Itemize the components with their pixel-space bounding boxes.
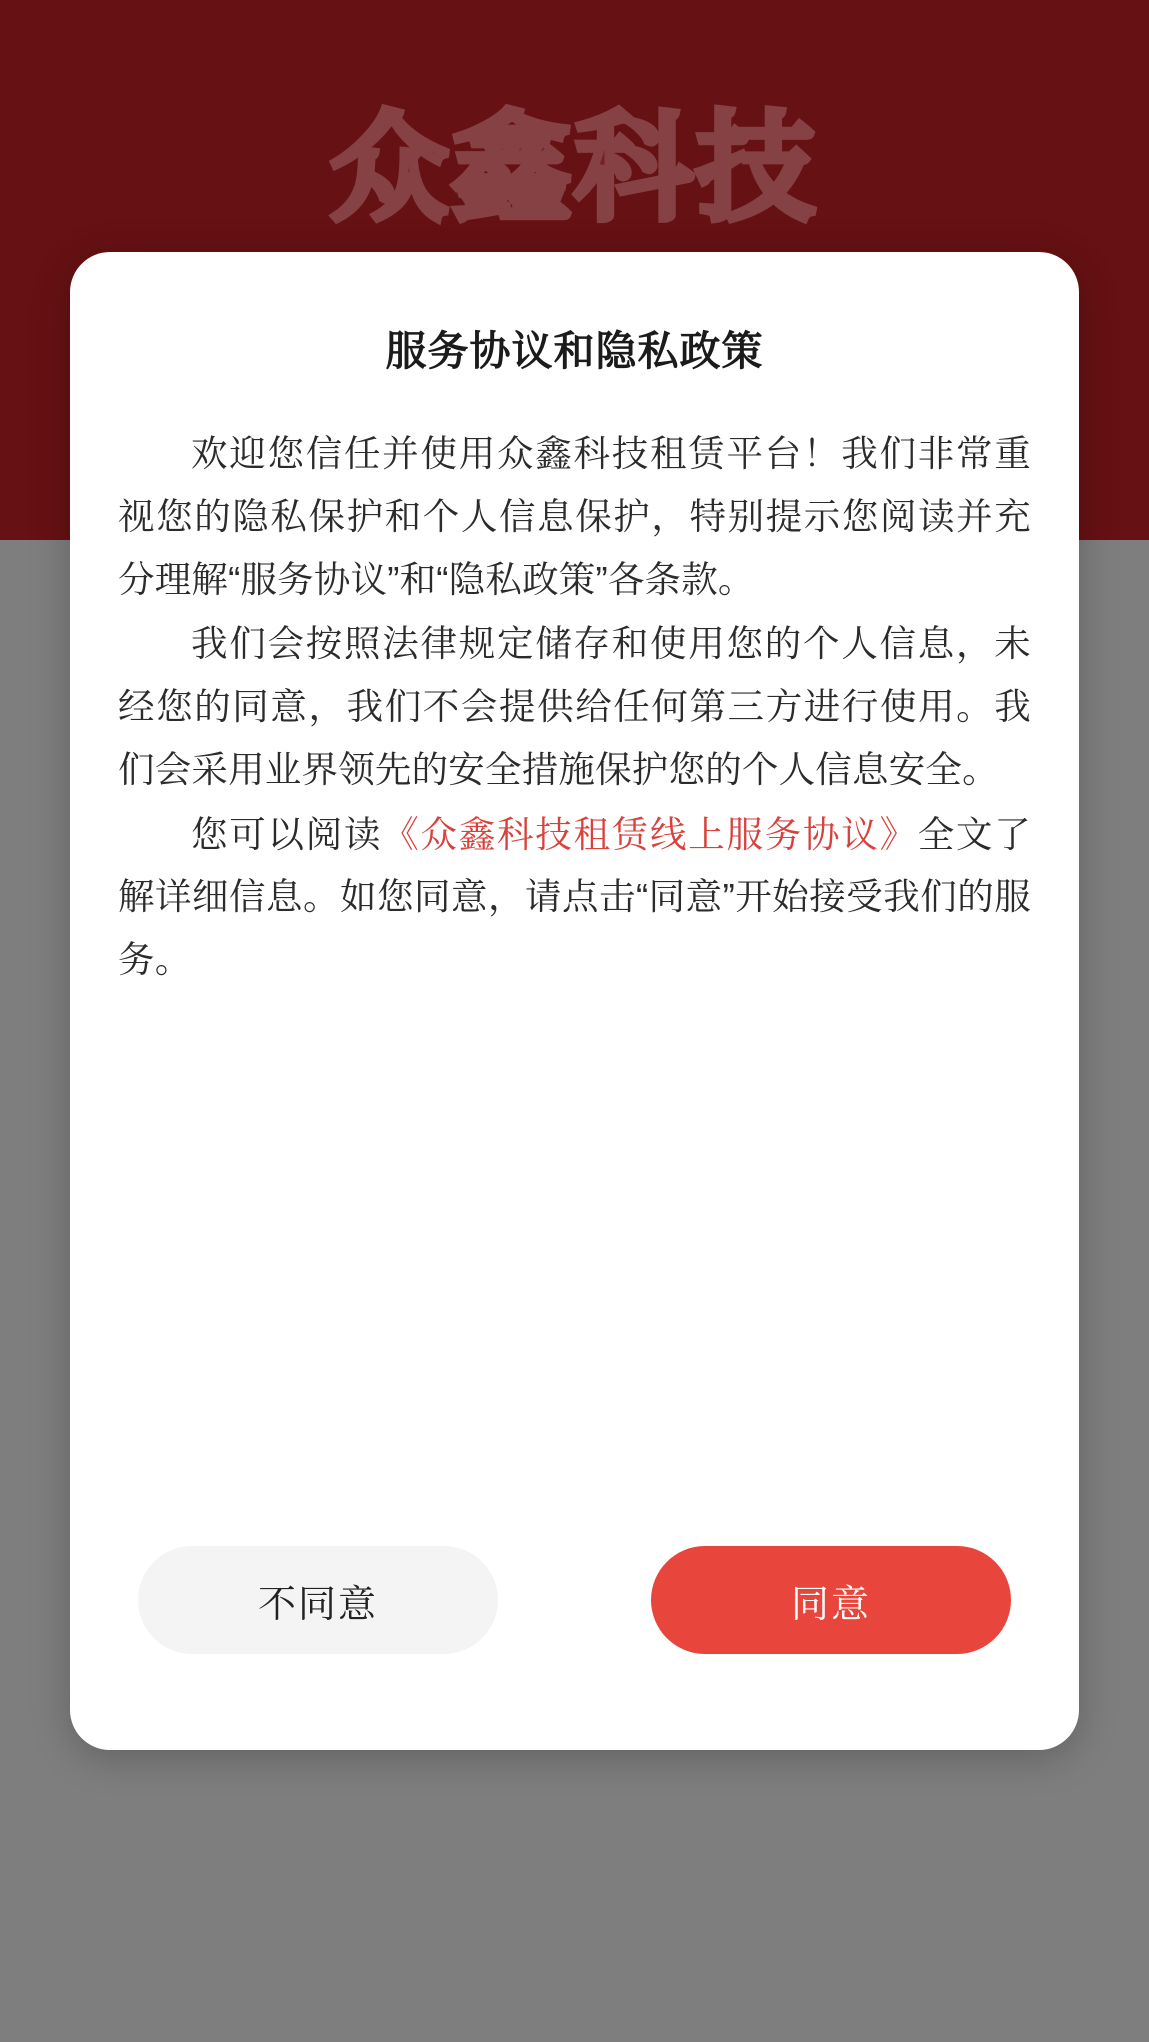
decline-button[interactable]: 不同意: [138, 1546, 498, 1654]
dialog-body: [70, 377, 1079, 992]
policy-paragraph-1: 欢迎您信任并使用众鑫科技租赁平台！我们非常重视您的隐私保护和个人信息保护，特别提示您阅读并充分理解“服务协议”和“隐私政策”各条款。: [118, 433, 1031, 600]
accept-button[interactable]: 同意: [651, 1546, 1011, 1654]
service-agreement-link[interactable]: 《众鑫科技租赁线上服务协议》: [382, 813, 918, 855]
policy-paragraph-3-suffix: 全文了解详细信息。如您同意，请点击“同意”开始接受我们的服务。: [118, 813, 1031, 981]
policy-paragraph-3-prefix: 您可以阅读: [191, 813, 383, 855]
privacy-policy-dialog: [70, 252, 1079, 1750]
policy-paragraph-3: [118, 804, 1031, 992]
brand-wordmark: 众鑫科技: [330, 103, 819, 235]
dialog-title: 服务协议和隐私政策: [385, 328, 764, 374]
dialog-actions: [70, 1546, 1079, 1654]
policy-paragraph-2: 我们会按照法律规定储存和使用您的个人信息，未经您的同意，我们不会提供给任何第三方进行使用。我们会采用业界领先的安全措施保护您的个人信息安全。: [118, 623, 1031, 790]
